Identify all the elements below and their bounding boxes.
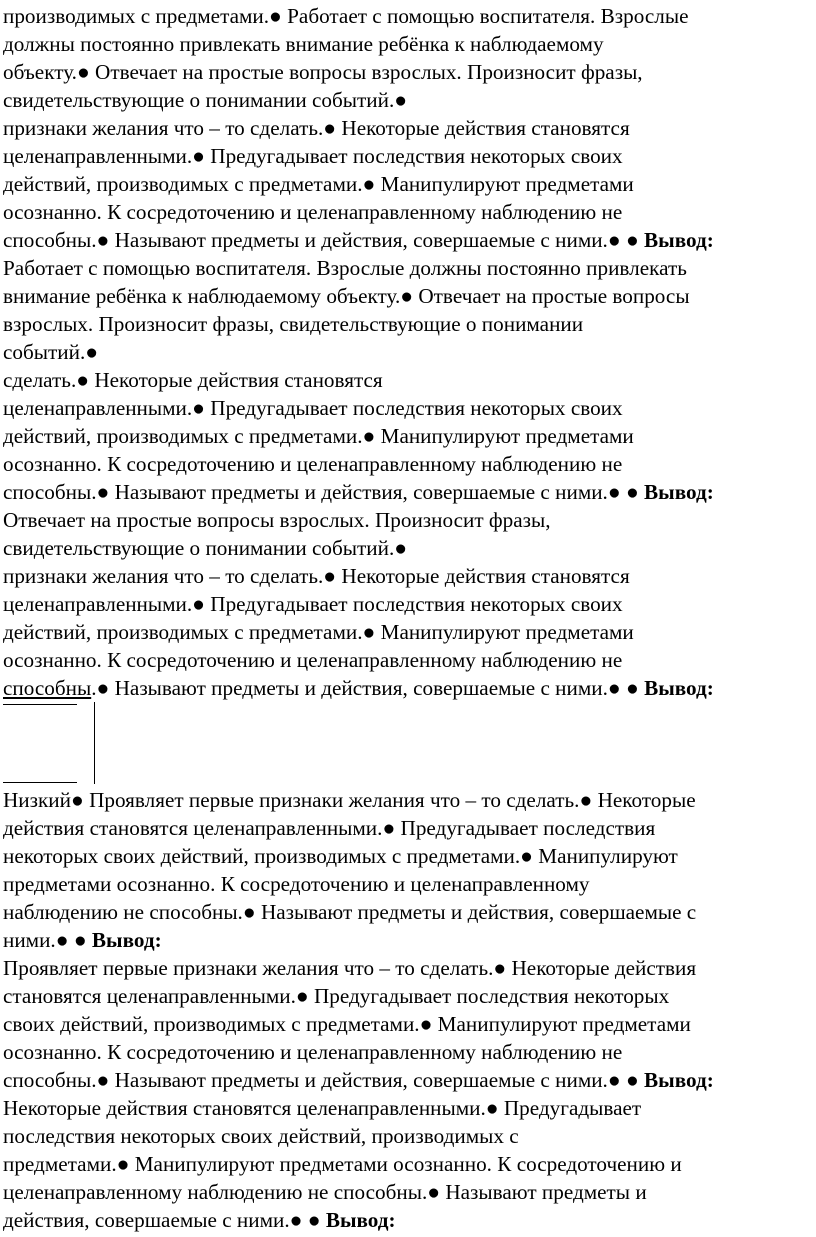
text-line: производимых с предметами.● Работает с помощью воспитателя. Взрослые [3, 4, 689, 28]
conclusion-label: Вывод: [325, 1208, 396, 1232]
conclusion-label: Вывод: [644, 1068, 714, 1092]
text-line: осознанно. К сосредоточению и целенаправленному наблюдению не [3, 648, 623, 672]
text-line: некоторых своих действий, производимых с предметами.● Манипулируют [3, 844, 678, 868]
text-line: предметами.● Манипулируют предметами осознанно. К сосредоточению и [3, 1152, 682, 1176]
text-line: целенаправленному наблюдению не способны.● Называют предметы и [3, 1180, 647, 1204]
text-segment: способны.● Называют предметы и действия, совершаемые с ними.● ● [3, 1068, 639, 1092]
text-line: предметами осознанно. К сосредоточению и целенаправленному [3, 872, 590, 896]
text-line: внимание ребёнка к наблюдаемому объекту.● Отвечает на простые вопросы [3, 284, 690, 308]
text-line [3, 926, 816, 954]
text-segment: ними.● ● [3, 928, 87, 952]
text-line [3, 1066, 816, 1094]
text-line: признаки желания что – то сделать.● Некоторые действия становятся [3, 564, 630, 588]
text-line [3, 226, 816, 254]
text-line [3, 478, 816, 506]
conclusion-label: Вывод: [644, 676, 714, 700]
text-line: Работает с помощью воспитателя. Взрослые должны постоянно привлекать [3, 256, 687, 280]
text-line: должны постоянно привлекать внимание ребёнка к наблюдаемому [3, 32, 604, 56]
text-line: событий.● [3, 340, 99, 364]
text-segment: способны.● Называют предметы и действия, совершаемые с ними.● ● [3, 228, 639, 252]
conclusion-label: Вывод: [644, 480, 714, 504]
text-line: своих действий, производимых с предметами.● Манипулируют предметами [3, 1012, 691, 1036]
text-segment: .● Называют предметы и действия, совершаемые с ними.● ● [91, 676, 639, 700]
text-line: Проявляет первые признаки желания что – то сделать.● Некоторые действия [3, 956, 697, 980]
text-line: объекту.● Отвечает на простые вопросы взрослых. Произносит фразы, [3, 60, 643, 84]
underlined-word: способны [3, 676, 92, 700]
text-line: действий, производимых с предметами.● Манипулируют предметами [3, 172, 634, 196]
text-line: Некоторые действия становятся целенаправленными.● Предугадывает [3, 1096, 642, 1120]
text-line: Отвечает на простые вопросы взрослых. Произносит фразы, [3, 508, 551, 532]
text-line: последствия некоторых своих действий, производимых с [3, 1124, 519, 1148]
text-line [3, 1206, 816, 1234]
text-line: свидетельствующие о понимании событий.● [3, 88, 408, 112]
text-line [3, 674, 816, 702]
text-line: осознанно. К сосредоточению и целенаправленному наблюдению не [3, 1040, 623, 1064]
horizontal-rule [3, 782, 77, 783]
text-line: действий, производимых с предметами.● Манипулируют предметами [3, 620, 634, 644]
text-line: целенаправленными.● Предугадывает последствия некоторых своих [3, 592, 623, 616]
text-segment: способны.● Называют предметы и действия, совершаемые с ними.● ● [3, 480, 639, 504]
text-line: целенаправленными.● Предугадывает последствия некоторых своих [3, 144, 623, 168]
text-line: осознанно. К сосредоточению и целенаправленному наблюдению не [3, 452, 623, 476]
vertical-rule [94, 702, 95, 784]
text-line: действий, производимых с предметами.● Манипулируют предметами [3, 424, 634, 448]
horizontal-rule [3, 704, 77, 705]
text-line: свидетельствующие о понимании событий.● [3, 536, 408, 560]
text-line: становятся целенаправленными.● Предугадывает последствия некоторых [3, 984, 670, 1008]
text-line: наблюдению не способны.● Называют предметы и действия, совершаемые с [3, 900, 697, 924]
conclusion-label: Вывод: [644, 228, 714, 252]
text-line: Низкий● Проявляет первые признаки желания что – то сделать.● Некоторые [3, 788, 696, 812]
text-line: осознанно. К сосредоточению и целенаправленному наблюдению не [3, 200, 623, 224]
text-line: взрослых. Произносит фразы, свидетельствующие о понимании [3, 312, 584, 336]
text-line: действия становятся целенаправленными.● Предугадывает последствия [3, 816, 656, 840]
text-line: сделать.● Некоторые действия становятся [3, 368, 383, 392]
text-line: признаки желания что – то сделать.● Некоторые действия становятся [3, 116, 630, 140]
table-cell-border-fragment [3, 702, 816, 786]
text-line: целенаправленными.● Предугадывает последствия некоторых своих [3, 396, 623, 420]
conclusion-label: Вывод: [91, 928, 162, 952]
text-segment: действия, совершаемые с ними.● ● [3, 1208, 321, 1232]
